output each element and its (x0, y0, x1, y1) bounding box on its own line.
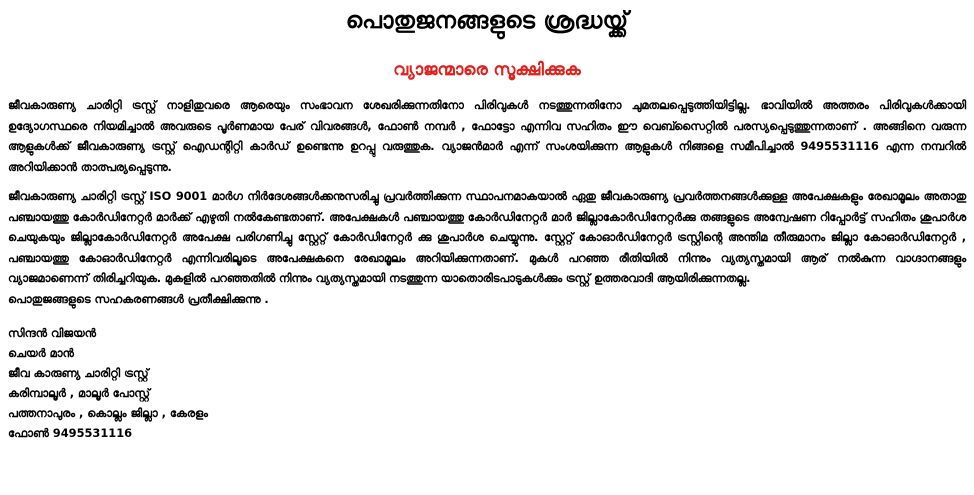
phone-number: ഫോൺ 9495531116 (8, 426, 133, 440)
notice-paragraph-2: ജീവകാരുണ്യ ചാരിറ്റി ട്രസ്റ്റ് ISO 9001 മാർഗ നിർദേശങ്ങൾക്കനുസരിച്ചു പ്രവർത്തിക്കുന്ന സ്ഥാപനമാകയാൽ ഏതു ജീവകാരുണ്യ പ്രവർത്തനങ്ങൾക്കുള്ള അപേക്ഷകളും രേഖാമൂലം അതാതു പഞ്ചായത്തു കോർഡിനേറ്റർ മാർക്ക് എഴുതി നൽകേണ്ടതാണ്. അപേക്ഷകൾ പഞ്ചായത്തു കോർഡിനേറ്റർ മാർ ജില്ലാകോർഡിനേറ്റർക്കു തങ്ങളുടെ അന്വേഷണ റിപ്പോർട്ട് സഹിതം ശുപാർശ ചെയുകയും ജില്ലാകോർഡിനേറ്റർ അപേക്ഷ പരിഗണിച്ചു സ്റ്റേറ്റ് കോർഡിനേറ്റർ ക്കു ശുപാർശ ചെയ്യുന്നു. സ്റ്റേറ്റ് കോഓർഡിനേറ്റർ ട്രസ്റ്റിന്റെ അന്തിമ തീരുമാനം ജില്ലാ കോഓർഡിനേറ്റർ , പഞ്ചായത്തു കോഓർഡിനേറ്റർ എന്നിവരിലൂടെ അപേക്ഷകനെ രേഖാമൂലം അറിയിക്കുന്നതാണ്. മുകൾ പറഞ്ഞ രീതിയിൽ നിന്നും വ്യത്യസ്തമായി ആര് നൽകുന്ന വാഗ്ദാനങ്ങളും വ്യാജമാണെന്ന് തിരിച്ചറിയുക. മുകളിൽ പറഞ്ഞതിൽ നിന്നും വ്യത്യസ്തമായി നടത്തുന്ന യാതൊരിടപാടുകൾക്കും ട്രസ്റ്റ് ഉത്തരവാദി ആയിരിക്കുന്നതല്ല. (8, 189, 966, 285)
signature-block (8, 323, 966, 443)
signatory-designation: ചെയർ മാൻ (8, 346, 74, 360)
signatory-organization: ജീവ കാരുണ്യ ചാരിറ്റി ട്രസ്റ്റ് (8, 366, 149, 380)
notice-paragraph-1: ജീവകാരുണ്യ ചാരിറ്റി ട്രസ്റ്റ് നാളിതുവരെ ആരെയും സംഭാവന ശേഖരിക്കുന്നതിനോ പിരിവുകൾ നടത്തുന്നതിനോ ചുമതലപ്പെടുത്തിയിട്ടില്ല. ഭാവിയിൽ അത്തരം പിരിവുകൾക്കായി ഉദ്യോഗസ്ഥരെ നിയമിച്ചാൽ അവരുടെ പൂർണമായ പേര് വിവരങ്ങൾ, ഫോൺ നമ്പർ , ഫോട്ടോ എന്നിവ സഹിതം ഈ വെബ്സൈറ്റിൽ പരസ്യപ്പെടുത്തുന്നതാണ് . അങ്ങിനെ വരുന്ന ആളുകൾക്ക് ജീവകാരുണ്യ ട്രസ്റ്റ് ഐഡന്റിറ്റി കാർഡ് ഉണ്ടെന്നു ഉറപ്പു വരുത്തുക. വ്യാജൻമാർ എന്ന് സംശയിക്കുന്ന ആളുകൾ നിങ്ങളെ സമീപിച്ചാൽ 9495531116 എന്ന നമ്പറിൽ അറിയിക്കാൻ താത്പര്യപ്പെടുന്നു. (8, 98, 966, 174)
signatory-name: സിന്ദൻ വിജയൻ (8, 326, 96, 340)
page-title: പൊതുജനങ്ങളുടെ ശ്രദ്ധയ്ക്ക് (345, 8, 629, 34)
warning-subtitle: വ്യാജന്മാരെ സൂക്ഷിക്കുക (393, 60, 581, 80)
address-line-2: പത്തനാപുരം , കൊല്ലം ജില്ലാ , കേരളം (8, 406, 208, 420)
address-line-1: കരിമ്പാലൂർ , മാലൂർ പോസ്റ്റ് (8, 386, 150, 400)
closing-line: പൊതുജങ്ങളുടെ സഹകരണങ്ങൾ പ്രതീക്ഷിക്കുന്നു . (8, 291, 269, 306)
